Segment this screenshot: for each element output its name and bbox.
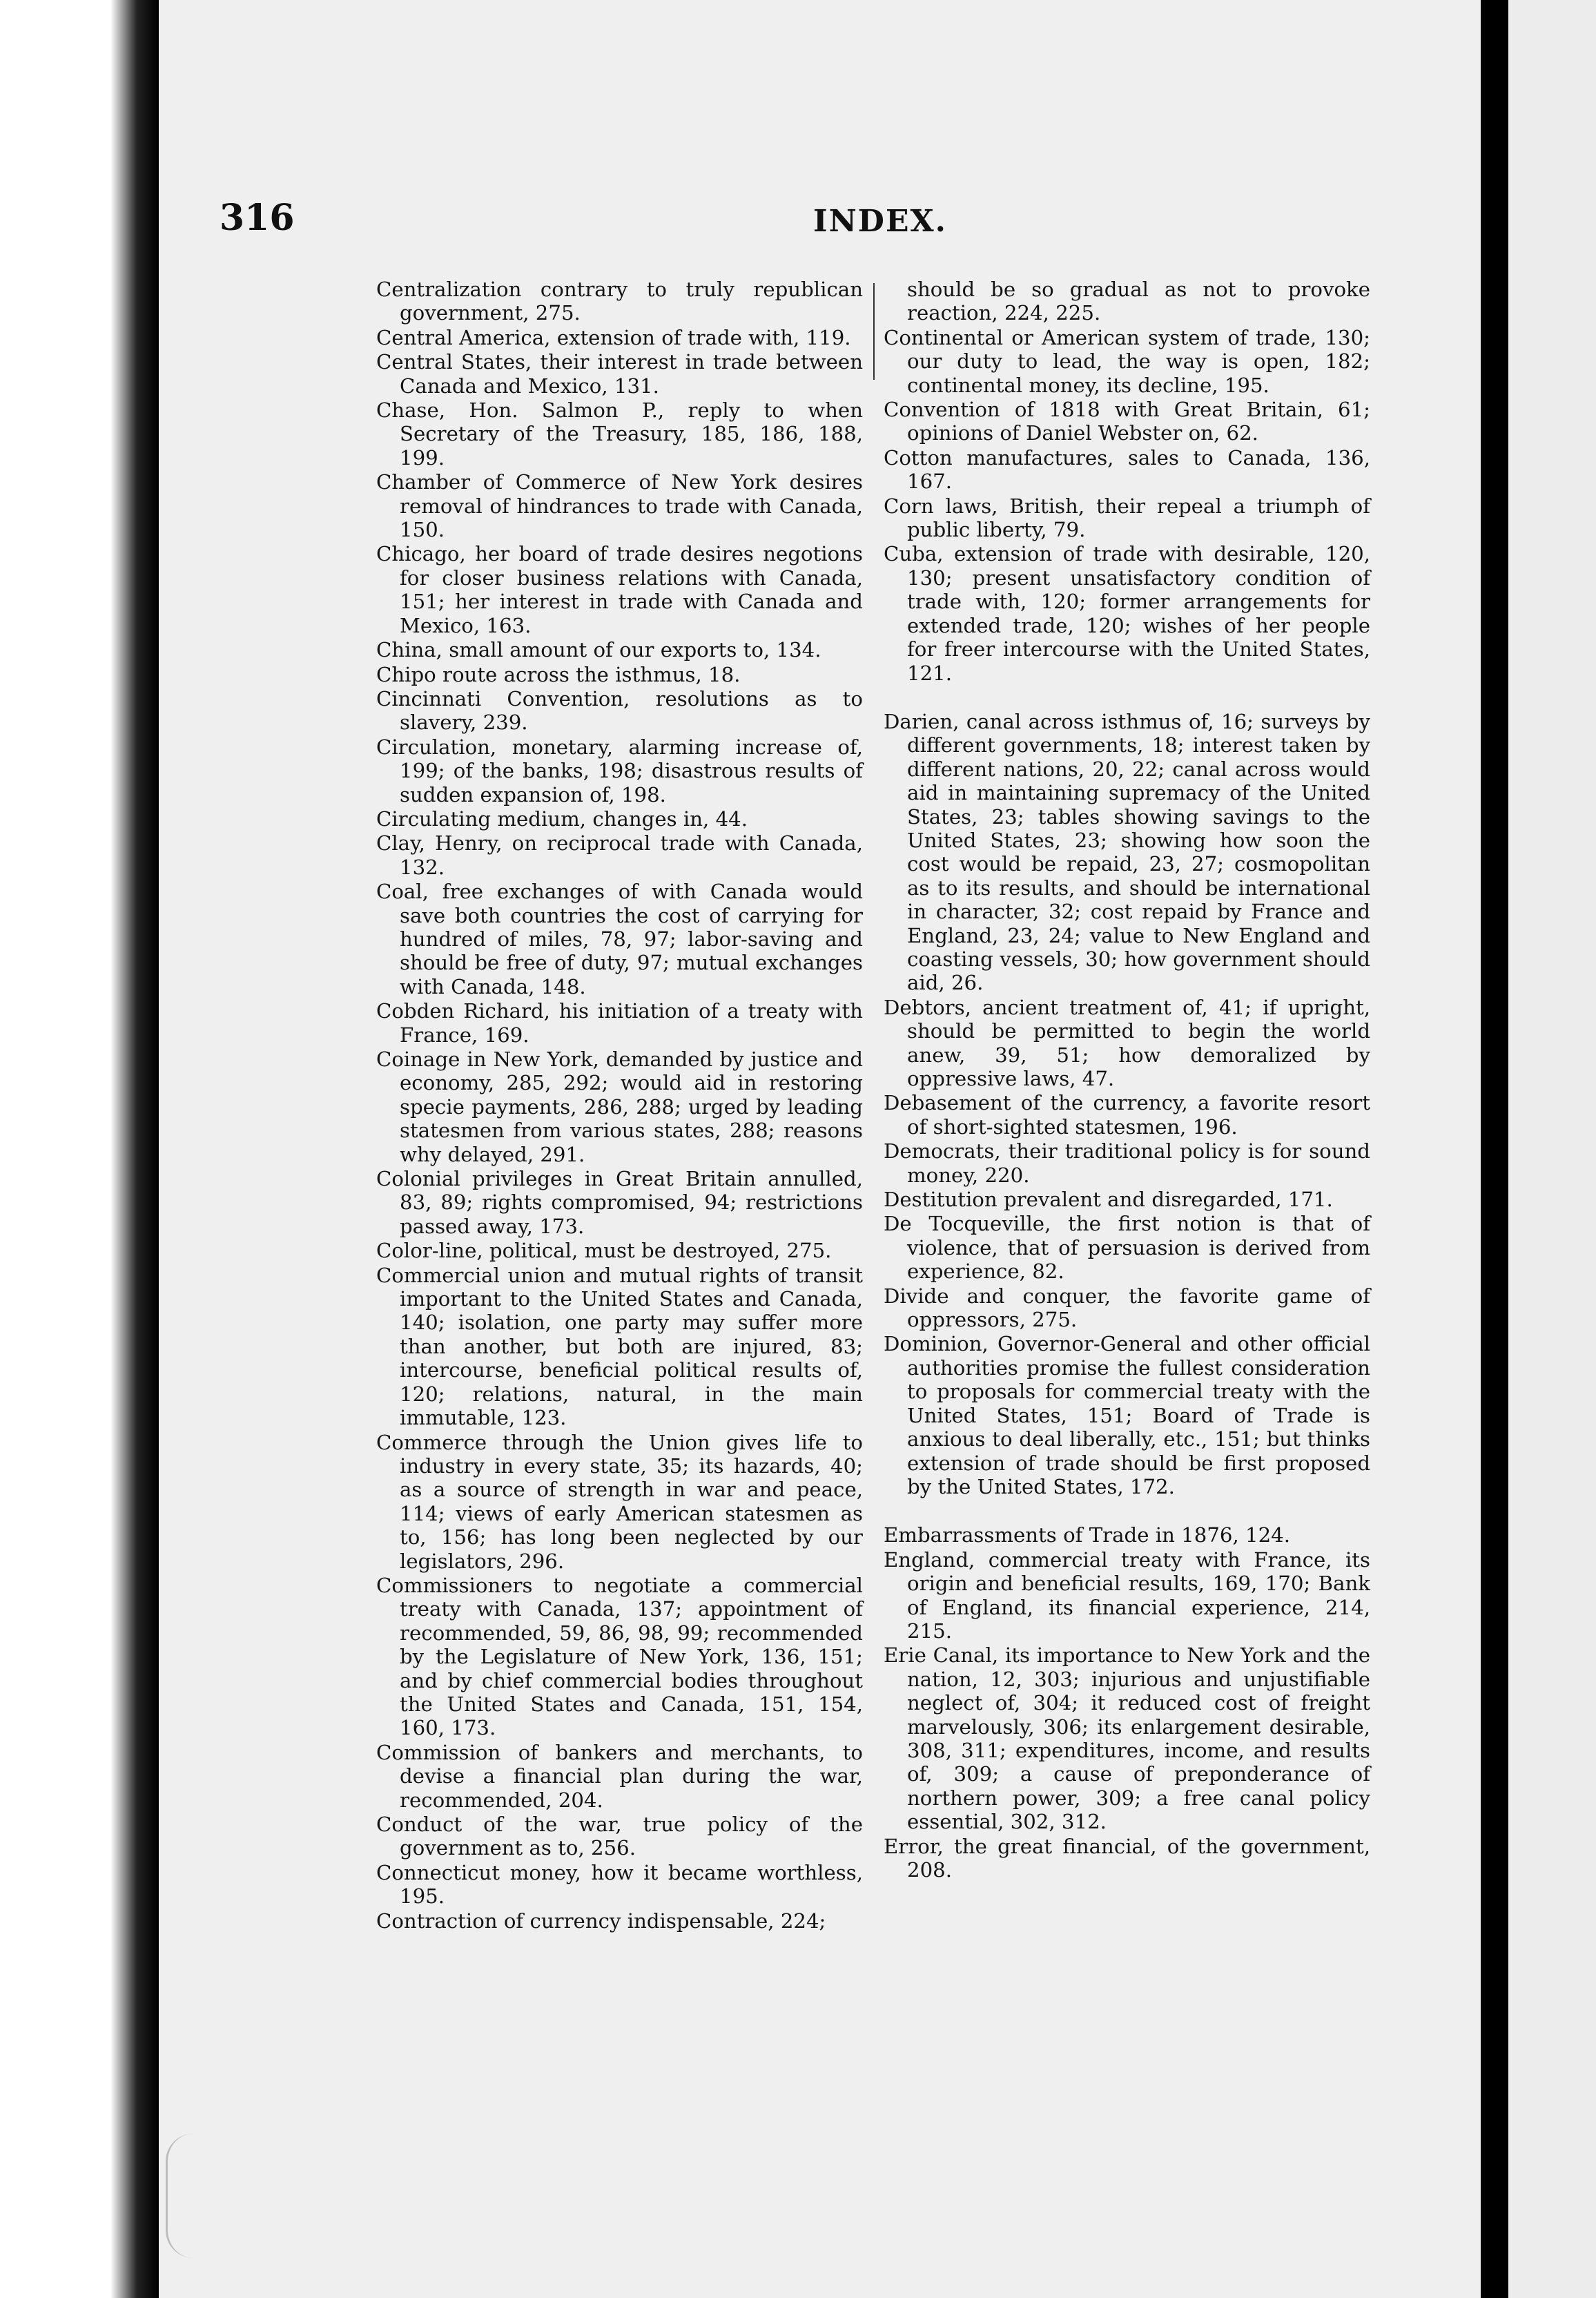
index-entry: Chase, Hon. Salmon P., reply to when Secretary of the Treasury, 185, 186, 188, 199.: [376, 398, 863, 470]
index-entry: Cobden Richard, his initiation of a treaty with France, 169.: [376, 999, 863, 1047]
index-entry: Colonial privileges in Great Britain annulled, 83, 89; rights compromised, 94; restrictions passed away, 173.: [376, 1167, 863, 1238]
index-entry: Embarrassments of Trade in 1876, 124.: [884, 1523, 1291, 1547]
index-entry: Commerce through the Union gives life to industry in every state, 35; its hazards, 40; as a source of strength in war and peace, 114; views of early American statesmen as to, 156; has long been neglected by our legislators, 296.: [376, 1430, 863, 1573]
index-entry: Dominion, Governor-General and other official authorities promise the fullest consideration to proposals for commercial treaty with the United States, 151; Board of Trade is anxious to deal liberally, etc., 151; but thinks extension of trade should be first proposed by the United States, 172.: [884, 1332, 1370, 1498]
index-entry: Destitution prevalent and disregarded, 171.: [884, 1188, 1333, 1212]
index-entry: Commissioners to negotiate a commercial treaty with Canada, 137; appointment of recommended, 59, 86, 98, 99; recommended by the Legislature of New York, 136, 151; and by chief commercial bodies throughout the United States and Canada, 151, 154, 160, 173.: [376, 1573, 863, 1740]
index-entry: Contraction of currency indispensable, 224;: [376, 1909, 826, 1933]
index-entry: Commercial union and mutual rights of transit important to the United States and Canada, 140; isolation, one party may suffer more than another, but both are injured, 83; intercourse, beneficial political results of, 120; relations, natural, in the main immutable, 123.: [376, 1263, 863, 1430]
index-column-right: [884, 278, 1370, 1882]
index-entry: Color-line, political, must be destroyed, 275.: [376, 1239, 832, 1263]
index-entry: Central States, their interest in trade between Canada and Mexico, 131.: [376, 350, 863, 398]
index-entry: Democrats, their traditional policy is for sound money, 220.: [884, 1139, 1370, 1187]
index-entry: Chicago, her board of trade desires negotions for closer business relations with Canada, 151; her interest in trade with Canada and Mexico, 163.: [376, 542, 863, 637]
index-entry: De Tocqueville, the first notion is that of violence, that of persuasion is derived from experience, 82.: [884, 1212, 1370, 1284]
index-entry: Centralization contrary to truly republican government, 275.: [376, 278, 863, 325]
index-entry: Conduct of the war, true policy of the government as to, 256.: [376, 1813, 863, 1860]
index-entry: Debtors, ancient treatment of, 41; if upright, should be permitted to begin the world anew, 39, 51; how demoralized by oppressive laws, 47.: [884, 995, 1370, 1090]
index-entry: Error, the great financial, of the government, 208.: [884, 1834, 1370, 1882]
page-title: INDEX.: [813, 204, 947, 239]
index-entry: Clay, Henry, on reciprocal trade with Canada, 132.: [376, 831, 863, 879]
index-entry: Chipo route across the isthmus, 18.: [376, 662, 741, 686]
index-entry-continuation: should be so gradual as not to provoke reaction, 224, 225.: [907, 278, 1370, 325]
index-entry: Debasement of the currency, a favorite resort of short-sighted statesmen, 196.: [884, 1091, 1370, 1139]
index-entry: Continental or American system of trade, 130; our duty to lead, the way is open, 182; continental money, its decline, 195.: [884, 325, 1370, 397]
index-entry: Commission of bankers and merchants, to devise a financial plan during the war, recommended, 204.: [376, 1740, 863, 1812]
index-column-left: [376, 278, 863, 1933]
column-divider: [873, 283, 875, 380]
index-entry: Cuba, extension of trade with desirable, 120, 130; present unsatisfactory condition of trade with, 120; former arrangements for extended trade, 120; wishes of her people for freer intercourse with the United States, 121.: [884, 542, 1370, 685]
index-entry: Chamber of Commerce of New York desires removal of hindrances to trade with Canada, 150.: [376, 470, 863, 542]
index-entry: Convention of 1818 with Great Britain, 61; opinions of Daniel Webster on, 62.: [884, 398, 1370, 445]
index-entry: Cotton manufactures, sales to Canada, 136, 167.: [884, 445, 1370, 494]
index-entry: Cincinnati Convention, resolutions as to slavery, 239.: [376, 686, 863, 735]
adjacent-page-edge: [1508, 0, 1596, 2298]
index-entry: Erie Canal, its importance to New York and the nation, 12, 303; injurious and unjustifiable neglect of, 304; it reduced cost of freight marvelously, 306; its enlargement desirable, 308, 311; expenditures, income, and results of, 309; a cause of preponderance of northern power, 309; a free canal policy essential, 302, 312.: [884, 1643, 1370, 1834]
index-entry: Circulating medium, changes in, 44.: [376, 807, 748, 831]
book-binding-gutter: [1481, 0, 1508, 2298]
index-entry: Circulation, monetary, alarming increase of, 199; of the banks, 198; disastrous results of sudden expansion of, 198.: [376, 735, 863, 807]
index-entry: Corn laws, British, their repeal a triumph of public liberty, 79.: [884, 494, 1370, 542]
index-entry: Coinage in New York, demanded by justice and economy, 285, 292; would aid in restoring specie payments, 286, 288; urged by leading statesmen from various states, 288; reasons why delayed, 291.: [376, 1047, 863, 1166]
scan-left-shadow: [110, 0, 159, 2298]
index-entry: Connecticut money, how it became worthless, 195.: [376, 1860, 863, 1909]
index-entry: Coal, free exchanges of with Canada would save both countries the cost of carrying for hundred of miles, 78, 97; labor-saving and should be free of duty, 97; mutual exchanges with Canada, 148.: [376, 880, 863, 998]
index-entry: Darien, canal across isthmus of, 16; surveys by different governments, 18; interest taken by different nations, 20, 22; canal across would aid in maintaining supremacy of the United States, 23; tables showing savings to the United States, 23; showing how soon the cost would be repaid, 23, 27; cosmopolitan as to its results, and should be international in character, 32; cost repaid by France and England, 23, 24; value to New England and coasting vessels, 30; how government should aid, 26.: [884, 709, 1370, 995]
index-entry: England, commercial treaty with France, its origin and beneficial results, 169, 170; Bank of England, its financial experience, 214, 215.: [884, 1547, 1370, 1643]
page-number: 316: [220, 197, 295, 239]
index-entry: Central America, extension of trade with, 119.: [376, 325, 851, 349]
index-entry: China, small amount of our exports to, 134.: [376, 638, 821, 662]
pencil-mark: [166, 2134, 209, 2258]
index-entry: Divide and conquer, the favorite game of oppressors, 275.: [884, 1284, 1370, 1332]
